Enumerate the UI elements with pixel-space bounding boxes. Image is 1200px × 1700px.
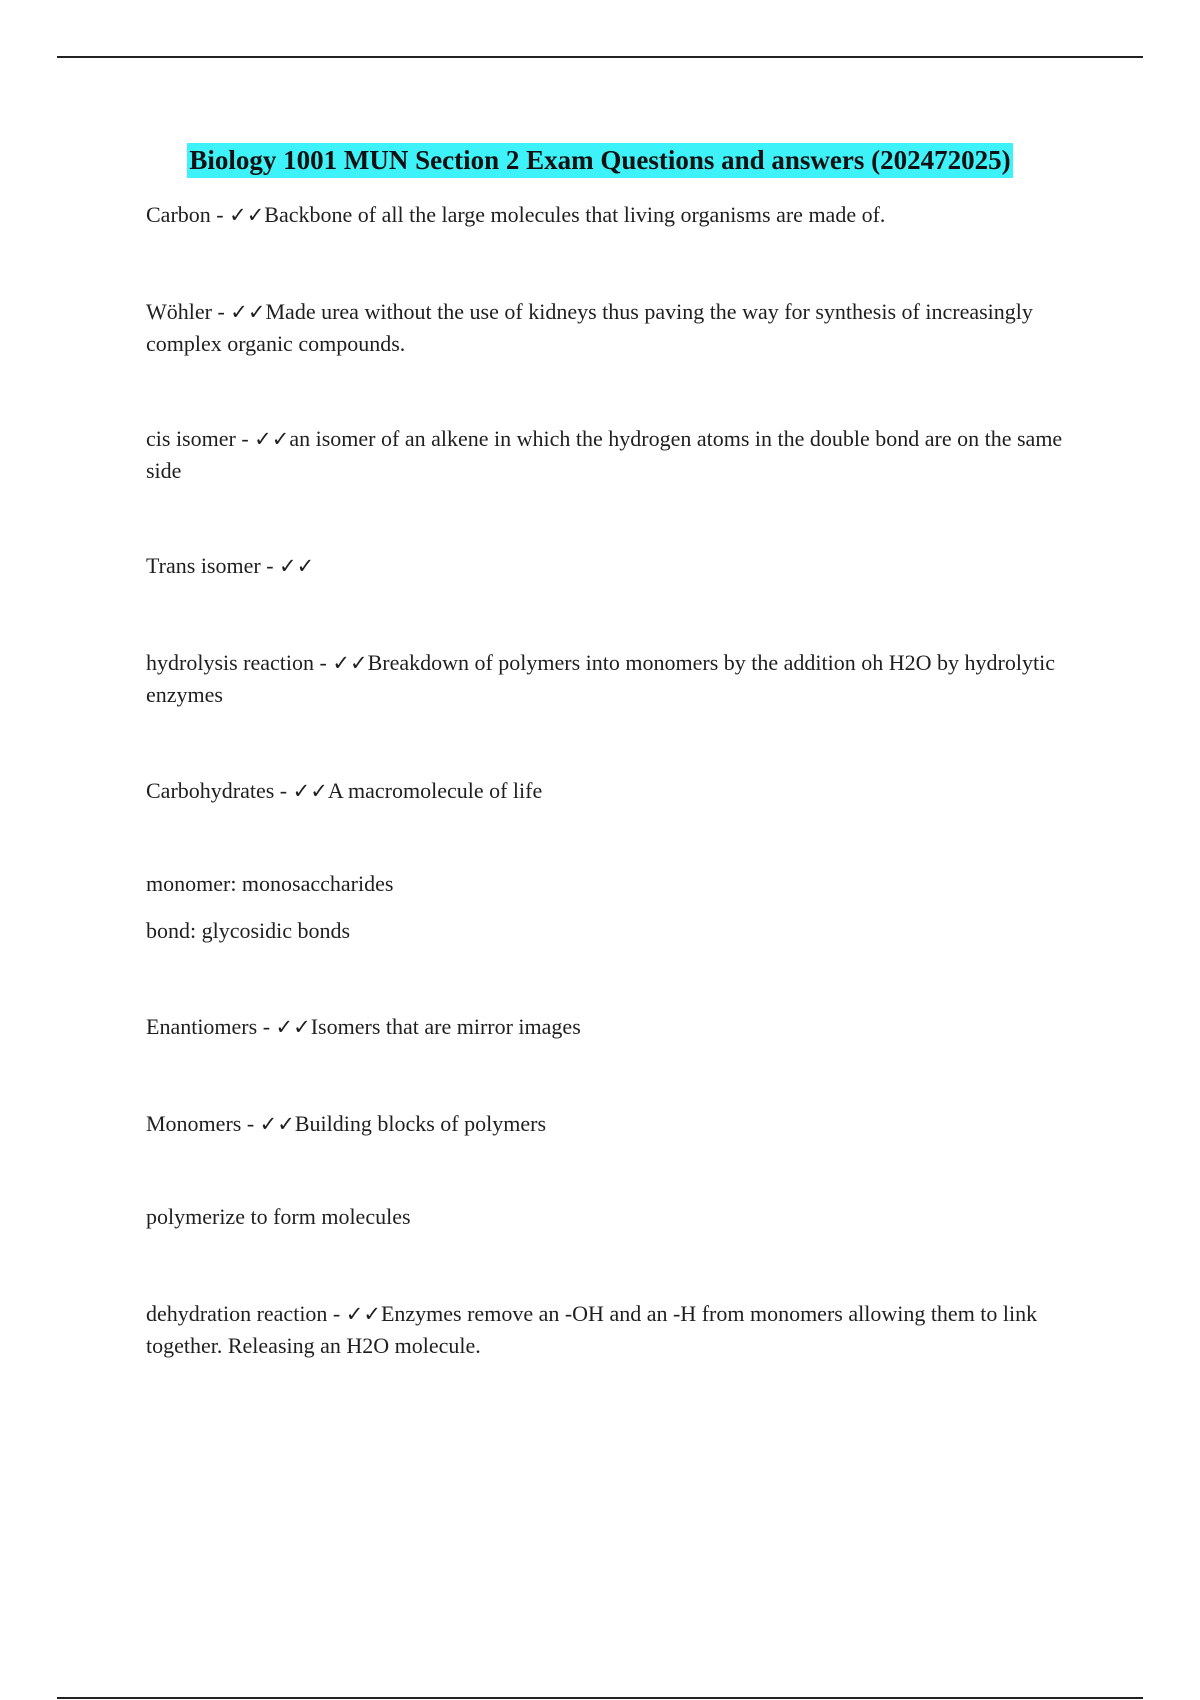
check-icon: ✓✓: [332, 651, 368, 675]
entry-definition: Building blocks of polymers: [294, 1111, 547, 1136]
entry-term: dehydration reaction -: [146, 1301, 346, 1326]
entry-definition: Made urea without the use of kidneys thus paving the way for synthesis of increasingly complex organic compounds.: [146, 299, 1033, 356]
check-icon: ✓✓: [230, 300, 266, 324]
entry-term: cis isomer -: [146, 426, 255, 451]
entry-wohler: [146, 296, 1096, 359]
entry-carbon: [146, 199, 1096, 231]
entry-term: Wöhler -: [146, 299, 231, 324]
entry-enantiomers: [146, 1011, 1096, 1043]
entry-definition: an isomer of an alkene in which the hydrogen atoms in the double bond are on the same side: [146, 426, 1063, 483]
entry-dehydration-reaction: [146, 1298, 1096, 1361]
entry-term: Carbohydrates -: [146, 778, 293, 803]
check-icon: ✓✓: [345, 1302, 381, 1326]
entry-definition: Enzymes remove an -OH and an -H from monomers allowing them to link together. Releasing an H2O molecule.: [146, 1301, 1038, 1358]
entry-monomers: [146, 1108, 1096, 1140]
note-bond: bond: glycosidic bonds: [146, 918, 351, 943]
entry-carbohydrates: [146, 775, 1096, 807]
entry-definition: Isomers that are mirror images: [310, 1014, 581, 1039]
check-icon: ✓✓: [259, 1112, 295, 1136]
bottom-rule: [57, 1697, 1143, 1699]
check-icon: ✓✓: [229, 203, 265, 227]
entry-definition: Breakdown of polymers into monomers by the addition oh H2O by hydrolytic enzymes: [146, 650, 1055, 707]
check-icon: ✓✓: [279, 554, 315, 578]
entry-definition: A macromolecule of life: [327, 778, 543, 803]
entry-term: hydrolysis reaction -: [146, 650, 333, 675]
entry-term: Enantiomers -: [146, 1014, 276, 1039]
check-icon: ✓✓: [254, 427, 290, 451]
entry-cis-isomer: [146, 423, 1096, 486]
entry-term: Trans isomer -: [146, 553, 280, 578]
top-rule: [57, 56, 1143, 58]
page-title: Biology 1001 MUN Section 2 Exam Questions and answers (202472025): [187, 143, 1012, 178]
entry-term: Carbon -: [146, 202, 230, 227]
note-monomer: monomer: monosaccharides: [146, 871, 394, 896]
check-icon: ✓✓: [275, 1015, 311, 1039]
title-container: [0, 143, 1200, 178]
check-icon: ✓✓: [292, 779, 328, 803]
entry-hydrolysis-reaction: [146, 647, 1096, 710]
entry-term: Monomers -: [146, 1111, 260, 1136]
note-polymerize: polymerize to form molecules: [146, 1204, 411, 1229]
entry-definition: Backbone of all the large molecules that living organisms are made of.: [264, 202, 886, 227]
entry-trans-isomer: [146, 550, 1096, 582]
